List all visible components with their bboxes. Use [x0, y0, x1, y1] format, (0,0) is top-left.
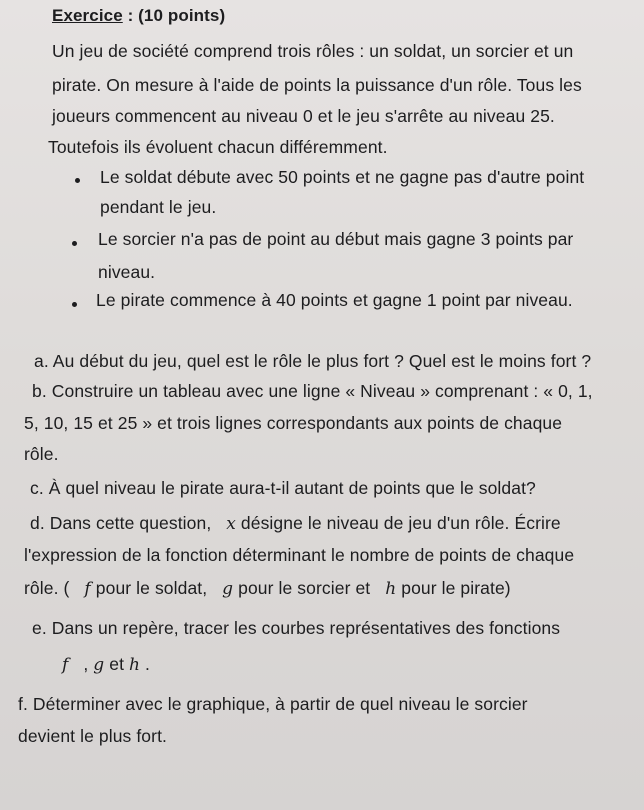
variable-g: g [222, 579, 234, 599]
function-end: . [140, 654, 151, 674]
question-b-line-1: b. Construire un tableau avec une ligne « Niveau » comprenant : « 0, 1, [32, 381, 593, 401]
bullet-soldier-line-1: Le soldat débute avec 50 points et ne gagne pas d'autre point [100, 167, 585, 187]
variable-f: f [84, 579, 91, 599]
question-a: a. Au début du jeu, quel est le rôle le plus fort ? Quel est le moins fort ? [34, 351, 592, 371]
question-d-line-2: l'expression de la fonction déterminant le nombre de points de chaque [24, 545, 575, 565]
function-g: g [93, 655, 105, 675]
bullet-sorcerer-line-1: Le sorcier n'a pas de point au début mais gagne 3 points par [98, 229, 574, 249]
variable-x: x [226, 514, 236, 534]
function-separator: , [78, 654, 94, 674]
question-d-line-1 [30, 513, 561, 534]
function-h: h [129, 655, 141, 675]
question-d-text-post: désigne le niveau de jeu d'un rôle. Écrire [235, 513, 561, 533]
exercise-label: Exercice [52, 6, 123, 25]
question-d-text-pre: d. Dans cette question, [30, 513, 217, 533]
question-f-line-1: f. Déterminer avec le graphique, à partir de quel niveau le sorcier [18, 694, 528, 714]
intro-line-3: joueurs commencent au niveau 0 et le jeu s'arrête au niveau 25. [52, 106, 555, 126]
bullet-dot-2 [72, 241, 77, 246]
question-f-line-2: devient le plus fort. [18, 726, 167, 746]
question-d-roles-soldier: pour le soldat, [90, 578, 213, 598]
question-b-line-3: rôle. [24, 444, 59, 464]
variable-h: h [385, 579, 397, 599]
bullet-dot-3 [72, 302, 77, 307]
intro-line-4: Toutefois ils évoluent chacun différemment. [48, 137, 388, 157]
question-d-roles-sorcerer: pour le sorcier et [233, 578, 376, 598]
question-c: c. À quel niveau le pirate aura-t-il autant de points que le soldat? [30, 478, 536, 498]
question-d-roles-pirate: pour le pirate) [396, 578, 511, 598]
bullet-dot-1 [75, 178, 80, 183]
question-b-line-2: 5, 10, 15 et 25 » et trois lignes correspondants aux points de chaque [24, 413, 563, 433]
bullet-soldier-line-2: pendant le jeu. [100, 197, 217, 217]
function-and: et [104, 654, 130, 674]
question-e-line-2 [62, 654, 150, 675]
question-d-roles-pre: rôle. ( [24, 578, 75, 598]
bullet-pirate-line-1: Le pirate commence à 40 points et gagne 1 point par niveau. [96, 290, 573, 310]
question-e-line-1: e. Dans un repère, tracer les courbes représentatives des fonctions [32, 618, 561, 638]
question-d-line-3 [24, 578, 511, 599]
intro-line-2: pirate. On mesure à l'aide de points la puissance d'un rôle. Tous les [52, 75, 582, 95]
function-f: f [62, 655, 69, 675]
intro-line-1: Un jeu de société comprend trois rôles : un soldat, un sorcier et un [52, 41, 574, 61]
exercise-title [52, 6, 225, 26]
exercise-points: : (10 points) [122, 6, 226, 25]
bullet-sorcerer-line-2: niveau. [98, 262, 156, 282]
